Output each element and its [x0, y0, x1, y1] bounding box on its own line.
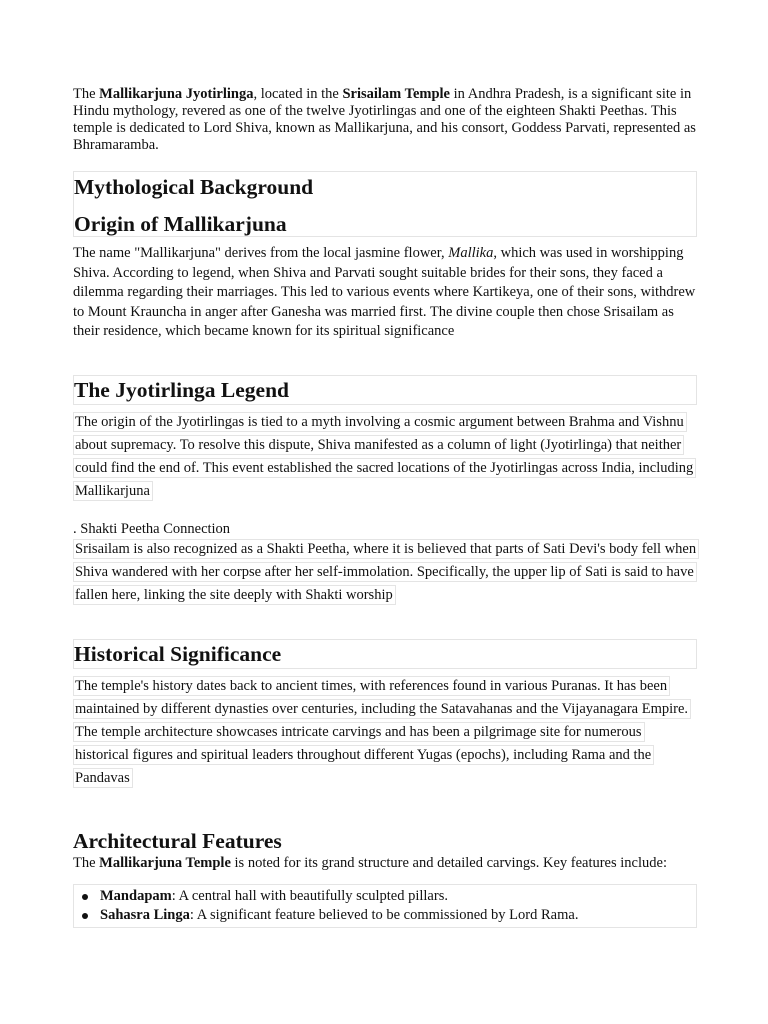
- architecture-heading: Architectural Features: [73, 828, 282, 853]
- jyotirlinga-heading: The Jyotirlinga Legend: [74, 377, 290, 402]
- historical-heading-box: [73, 639, 697, 669]
- mythological-heading-box: [73, 171, 697, 237]
- origin-text-1: The name "Mallikarjuna" derives from the local jasmine flower,: [73, 245, 449, 261]
- intro-text-2: , located in the: [253, 86, 343, 102]
- architecture-intro: [73, 854, 697, 873]
- intro-bold-jyotirlinga: Mallikarjuna Jyotirlinga: [99, 86, 254, 102]
- origin-subheading: Origin of Mallikarjuna: [74, 212, 287, 236]
- shakti-text: Srisailam is also recognized as a Shakti Peetha, where it is believed that parts of Sati Devi's body fell when Shiva wandered with her corpse after her self-immolation. Specifically, the upper lip of Sati is said to have fallen here, linking the site deeply with Shakti worship: [73, 539, 699, 605]
- origin-text-2: , which was used in worshipping Shiva. According to legend, when Shiva and Parvati sought suitable brides for their sons, they faced a dilemma regarding their marriages. This led to various events where Kartikeya, one of their sons, withdrew to Mount Krauncha in anger after Ganesha was married first. The divine couple then chose Srisailam as their residence, which became known for its spiritual significance: [73, 245, 696, 339]
- architecture-bold-temple: Mallikarjuna Temple: [99, 854, 231, 871]
- origin-paragraph: [73, 244, 697, 342]
- intro-text-1: The: [73, 86, 100, 102]
- origin-italic-mallika: Mallika: [448, 245, 494, 261]
- list-item: [100, 887, 696, 906]
- features-list: [73, 884, 697, 928]
- shakti-label: . Shakti Peetha Connection: [73, 520, 231, 537]
- historical-paragraph: [73, 675, 697, 790]
- historical-heading: Historical Significance: [74, 641, 282, 666]
- bullet-icon: [82, 894, 88, 900]
- feature-description: : A significant feature believed to be commissioned by Lord Rama.: [189, 906, 579, 923]
- bullet-icon: [82, 913, 88, 919]
- architecture-text-2: is noted for its grand structure and detailed carvings. Key features include:: [230, 854, 667, 871]
- mythological-heading: Mythological Background: [74, 175, 314, 199]
- document-page: [73, 86, 697, 928]
- feature-description: : A central hall with beautifully sculpted pillars.: [171, 887, 448, 904]
- intro-bold-temple: Srisailam Temple: [342, 86, 450, 102]
- feature-term: Mandapam: [100, 887, 172, 904]
- list-item: [100, 906, 696, 925]
- jyotirlinga-text: The origin of the Jyotirlingas is tied to a myth involving a cosmic argument between Brahma and Vishnu about supremacy. To resolve this dispute, Shiva manifested as a column of light (Jyotirlinga) that neither could find the end of. This event established the sacred locations of the Jyotirlingas across India, including Mallikarjuna: [73, 412, 696, 501]
- jyotirlinga-paragraph: [73, 411, 697, 503]
- jyotirlinga-heading-box: [73, 375, 697, 405]
- intro-paragraph: [73, 86, 697, 154]
- architecture-text-1: The: [73, 854, 100, 871]
- historical-text: The temple's history dates back to ancient times, with references found in various Puranas. It has been maintained by different dynasties over centuries, including the Satavahanas and the Vijayanagara Empire. The temple architecture showcases intricate carvings and has been a pilgrimage site for numerous historical figures and spiritual leaders throughout different Yugas (epochs), including Rama and the Pandavas: [73, 676, 691, 788]
- shakti-paragraph: [73, 538, 697, 607]
- intro-text-3: in Andhra Pradesh, is a significant site in Hindu mythology, revered as one of the twelve Jyotirlingas and one of the eighteen Shakti Peethas. This temple is dedicated to Lord Shiva, known as Mallikarjuna, and his consort, Goddess Parvati, represented as Bhramaramba.: [73, 86, 696, 153]
- feature-term: Sahasra Linga: [100, 906, 190, 923]
